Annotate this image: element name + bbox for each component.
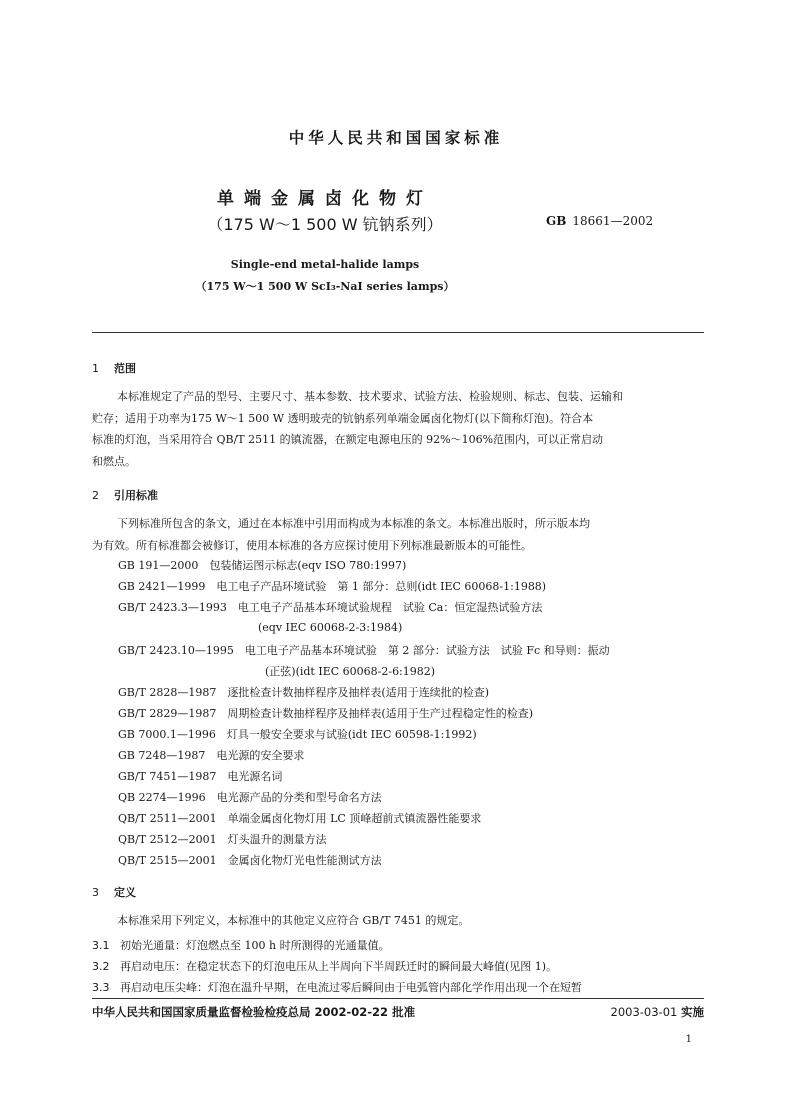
reference-item: GB 7248—1987 电光源的安全要求 [118, 749, 305, 762]
implementation-label: 实施 [681, 1005, 704, 1019]
section-heading-normative-references [92, 487, 158, 503]
scope-paragraph [92, 386, 704, 472]
footer-divider [92, 998, 704, 999]
definition-text: 再启动电压尖峰：灯泡在温升早期，在电流过零后瞬间由于电弧管内部化学作用出现一个在短暂 [120, 981, 582, 994]
document-title-zh: 单端金属卤化物灯 [217, 189, 433, 209]
paragraph-line: 为有效。所有标准都会被修订，使用本标准的各方应探讨使用下列标准最新版本的可能性。 [92, 538, 532, 552]
standard-code-prefix: GB [546, 214, 567, 228]
implementation-line [611, 1004, 705, 1020]
section-number: 3 [92, 886, 99, 899]
section-title: 引用标准 [114, 489, 158, 502]
section-title: 范围 [114, 362, 136, 375]
header-divider [92, 332, 704, 333]
reference-item: QB/T 2511—2001 单端金属卤化物灯用 LC 顶峰超前式镇流器性能要求 [118, 812, 482, 825]
paragraph-line: 和燃点。 [92, 454, 136, 468]
reference-item: QB 2274—1996 电光源产品的分类和型号命名方法 [118, 791, 382, 804]
national-standard-heading: 中华人民共和国国家标准 [288, 129, 504, 147]
document-title-en: Single-end metal-halide lamps [230, 258, 420, 271]
definition-item [92, 937, 390, 953]
definition-text: 初始光通量：灯泡燃点至 100 h 时所测得的光通量值。 [120, 939, 390, 952]
paragraph-line: 本标准规定了产品的型号、主要尺寸、基本参数、技术要求、试验方法、检验规则、标志、包装、运输和 [117, 390, 623, 403]
document-subtitle-en: （175 W～1 500 W ScI₃-NaI series lamps） [195, 280, 455, 293]
paragraph-line: 下列标准所包含的条文，通过在本标准中引用而构成为本标准的条文。本标准出版时，所示版本均 [117, 517, 590, 530]
page-number: 1 [685, 1034, 692, 1045]
section-title: 定义 [114, 886, 136, 899]
reference-item: GB/T 2829—1987 周期检查计数抽样程序及抽样表(适用于生产过程稳定性的检查) [118, 707, 533, 720]
section-number: 1 [92, 362, 99, 375]
definition-number: 3.2 [92, 960, 110, 973]
references-intro [92, 513, 704, 556]
reference-item: GB 7000.1—1996 灯具一般安全要求与试验(idt IEC 60598-1:1992) [118, 728, 477, 741]
section-number: 2 [92, 489, 99, 502]
reference-item: GB 2421—1999 电工电子产品环境试验 第 1 部分：总则(idt IEC 60068-1:1988) [118, 580, 547, 593]
definition-number: 3.3 [92, 981, 110, 994]
section-heading-scope [92, 360, 136, 376]
definition-item [92, 958, 557, 974]
reference-item: GB/T 2423.10—1995 电工电子产品基本环境试验 第 2 部分：试验方法 试验 Fc 和导则：振动 [118, 644, 610, 657]
reference-item: GB/T 2423.3—1993 电工电子产品基本环境试验规程 试验 Ca：恒定湿热试验方法 [118, 601, 543, 614]
reference-item: GB/T 2828—1987 逐批检查计数抽样程序及抽样表(适用于连续批的检查) [118, 686, 489, 699]
implementation-date: 2003-03-01 [610, 1005, 678, 1019]
standard-code-number: 18661—2002 [572, 214, 654, 228]
reference-item: GB 191—2000 包装储运图示标志(eqv ISO 780:1997) [118, 559, 407, 572]
approval-line: 中华人民共和国国家质量监督检验检疫总局 2002-02-22 批准 [92, 1005, 416, 1019]
reference-item: QB/T 2515—2001 金属卤化物灯光电性能测试方法 [118, 854, 382, 867]
definitions-intro [92, 910, 704, 932]
definition-item [92, 979, 582, 995]
reference-item: GB/T 7451—1987 电光源名词 [118, 770, 283, 783]
section-heading-definitions [92, 884, 136, 900]
paragraph-line: 贮存；适用于功率为175 W～1 500 W 透明玻壳的钪钠系列单端金属卤化物灯(以下简称灯泡)。符合本 [92, 411, 594, 425]
definition-number: 3.1 [92, 939, 110, 952]
definition-text: 再启动电压：在稳定状态下的灯泡电压从上半周向下半周跃迁时的瞬间最大峰值(见图 1)。 [120, 960, 558, 973]
standard-code [546, 214, 653, 228]
document-subtitle-zh: （175 W～1 500 W 钪钠系列） [207, 215, 443, 234]
reference-item-continuation: (正弦)(idt IEC 60068-2-6:1982) [265, 665, 436, 678]
reference-item: QB/T 2512—2001 灯头温升的测量方法 [118, 833, 327, 846]
paragraph-line: 标准的灯泡，当采用符合 QB/T 2511 的镇流器，在额定电源电压的 92%～106%范围内，可以正常启动 [92, 433, 604, 446]
reference-item-continuation: (eqv IEC 60068-2-3:1984) [258, 621, 403, 634]
paragraph-line: 本标准采用下列定义，本标准中的其他定义应符合 GB/T 7451 的规定。 [117, 914, 470, 927]
